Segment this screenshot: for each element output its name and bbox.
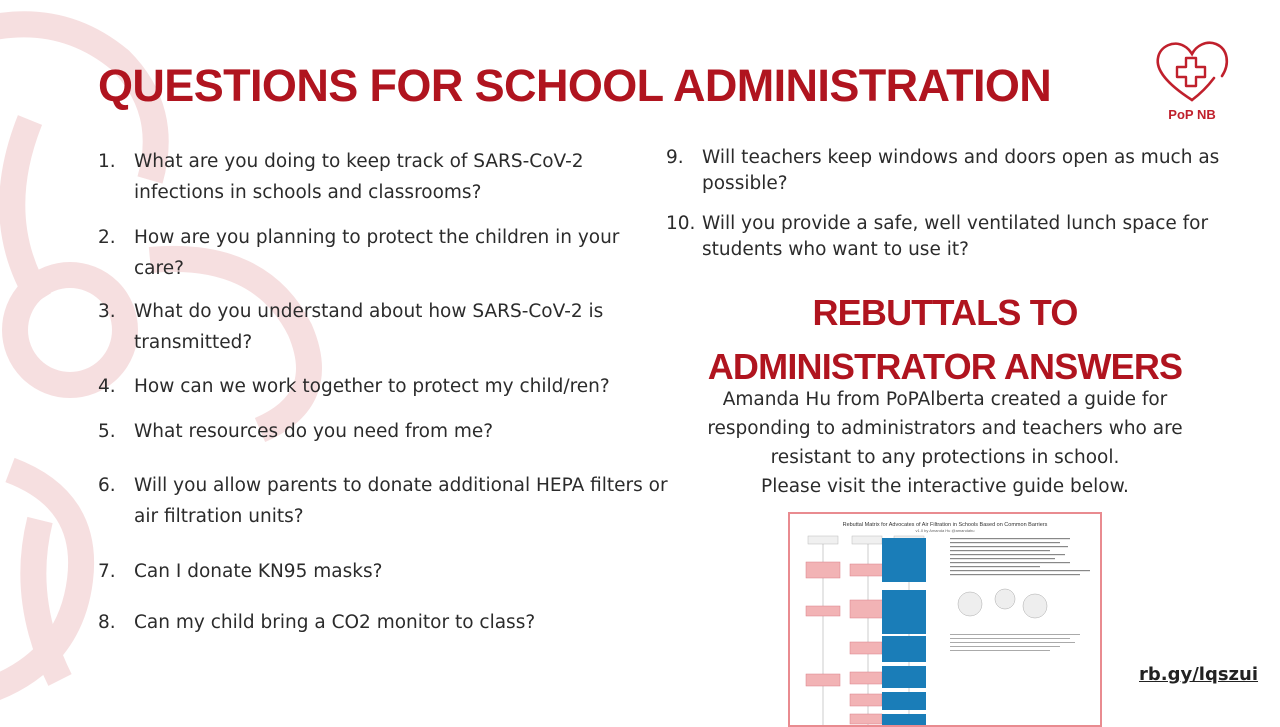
question-item: 2. How are you planning to protect the children in your care? [98,227,620,279]
question-item: 6. Will you allow parents to donate additional HEPA filters or air filtration units? [98,475,668,527]
question-item: 9. Will teachers keep windows and doors open as much as possible? [666,147,1220,194]
question-item: 4. How can we work together to protect my child/ren? [98,376,610,397]
thumb-title: Rebuttal Matrix for Advocates of Air Filtration in Schools Based on Common Barriers [842,522,1048,528]
question-item: 7. Can I donate KN95 masks? [98,561,383,582]
logo-text: PoP NB [1168,107,1216,122]
pop-nb-logo [1152,38,1232,128]
question-item: 5. What resources do you need from me? [98,421,494,442]
heart-cross-icon [1152,38,1232,106]
rebuttals-description: Amanda Hu from PoPAlberta created a guide for responding to administrators and teachers who are resistant to any protections in school. Please visit the interactive guide below. [707,389,1183,497]
question-item: 10. Will you provide a safe, well ventilated lunch space for students who want to use it? [666,213,1209,260]
page-title: QUESTIONS FOR SCHOOL ADMINISTRATION [98,60,1052,111]
question-item: 3. What do you understand about how SARS-CoV-2 is transmitted? [98,301,604,353]
rebuttals-heading: REBUTTALS TO ADMINISTRATOR ANSWERS [707,292,1183,387]
question-item: 8. Can my child bring a CO2 monitor to class? [98,612,536,633]
rebuttal-guide-thumbnail[interactable] [788,512,1102,727]
guide-link[interactable]: rb.gy/lqszui [1139,664,1259,685]
question-item: 1. What are you doing to keep track of SARS-CoV-2 infections in schools and classrooms? [98,151,584,203]
thumb-subtitle: v1.0 by Amanda Hu @amandahu [915,528,975,533]
guide-preview-image [790,514,1100,725]
